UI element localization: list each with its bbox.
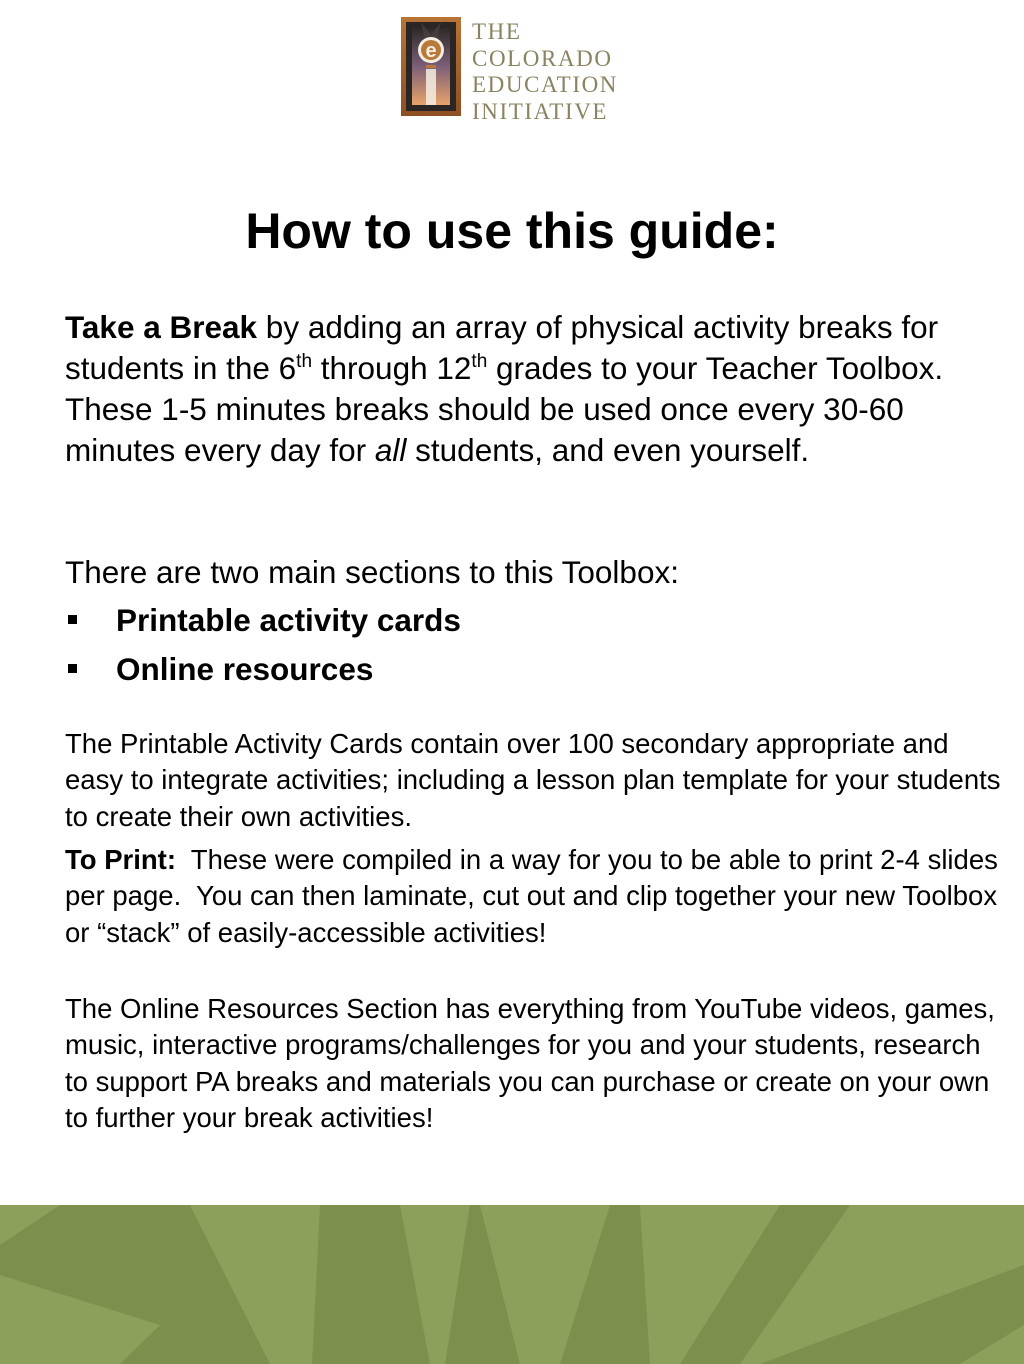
logo [401,17,641,124]
intro-lead: Take a Break [65,309,258,345]
square-bullet-icon [68,615,77,624]
list-item-label: Printable activity cards [116,602,461,638]
intro-text: grades to your Teacher Toolbox. These 1-5 minutes breaks should be used once every 30-60 minutes every day for [65,350,944,468]
online-paragraph: The Online Resources Section has everything from YouTube videos, games, music, interactive programs/challenges for you and your students, research to support PA breaks and materials you can purchase or create on your own to further your break activities! [65,993,995,1133]
superscript: th [296,351,313,372]
colorado-education-initiative-logo-icon [401,17,461,116]
logo-line: THE [472,19,522,44]
list-item [65,600,461,649]
intro-paragraph [65,307,995,471]
intro-emphasis: all [374,432,407,468]
print-label: To Print: [65,844,176,875]
intro-text: by adding an array of physical activity breaks for students in the 6 [65,309,939,386]
logo-line: EDUCATION [472,72,618,97]
square-bullet-icon [68,664,77,673]
list-item [65,649,461,698]
print-paragraph [65,842,1005,951]
superscript: th [471,351,488,372]
logo-line: INITIATIVE [472,98,609,124]
sections-lead: There are two main sections to this Toolbox: [65,554,679,590]
page-title: How to use this guide: [245,203,779,259]
sections-list [65,600,461,698]
footer-sunburst [0,1205,1024,1364]
logo-line: COLORADO [472,45,613,71]
list-item-label: Online resources [116,651,374,687]
intro-text: through 12 [312,350,472,386]
cards-paragraph: The Printable Activity Cards contain over 100 secondary appropriate and easy to integrate activities; including a lesson plan template for your students to create their own activities. [65,728,1001,832]
intro-text: students, and even yourself. [406,432,810,468]
svg-text:e: e [425,40,437,62]
print-text: These were compiled in a way for you to be able to print 2-4 slides per page. You can then laminate, cut out and clip together your new Toolbox or “stack” of easily-accessible activities! [65,844,1006,948]
logo-wordmark [472,19,618,125]
